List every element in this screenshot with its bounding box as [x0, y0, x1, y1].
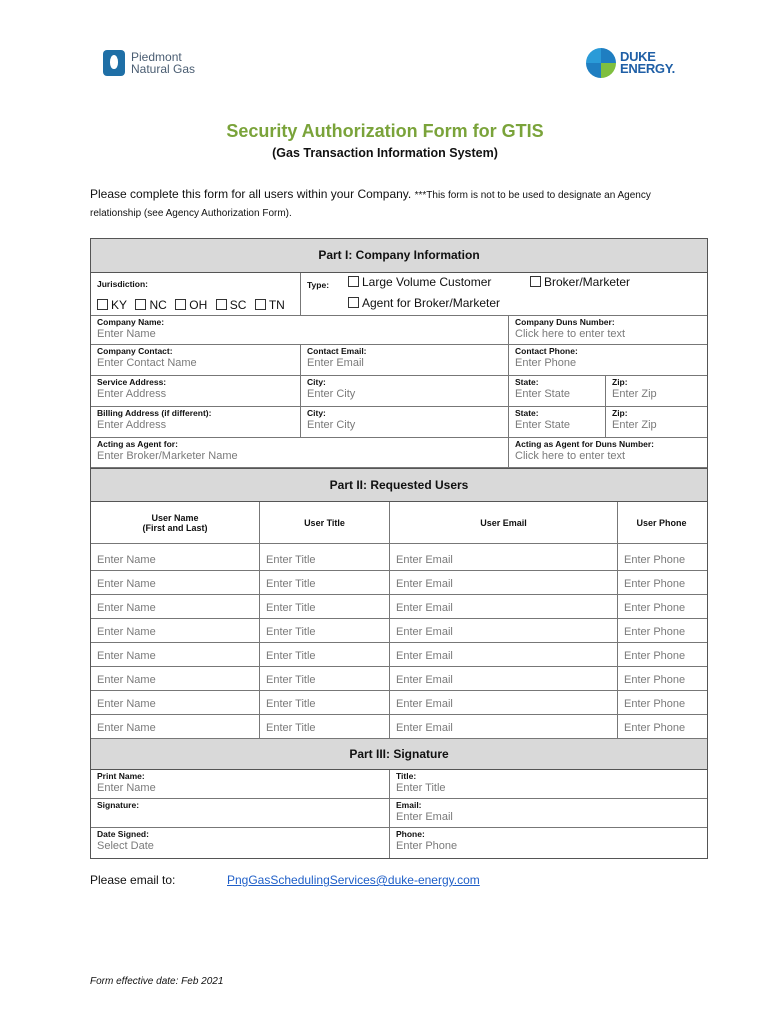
user-title-input[interactable]: Enter Title — [260, 595, 390, 618]
contact-phone-cell — [509, 345, 705, 375]
col-user-email: User Email — [390, 502, 618, 543]
checkbox-large-volume[interactable] — [348, 275, 491, 289]
table-row — [91, 595, 707, 619]
checkbox-icon — [348, 297, 359, 308]
user-phone-input[interactable]: Enter Phone — [624, 698, 686, 710]
service-city-cell — [301, 376, 509, 406]
agent-broker-label: Agent for Broker/Marketer — [362, 296, 501, 310]
user-title-input[interactable]: Enter Title — [260, 643, 390, 666]
form-title: Security Authorization Form for GTIS — [226, 121, 544, 141]
broker-marketer-label: Broker/Marketer — [544, 275, 631, 289]
signer-title-label: Title: — [396, 771, 417, 781]
signer-email-input[interactable]: Enter Email — [396, 811, 453, 823]
billing-address-label: Billing Address (if different): — [97, 408, 212, 418]
checkbox-icon — [175, 299, 186, 310]
user-title-input[interactable]: Enter Title — [260, 691, 390, 714]
user-title-input[interactable]: Enter Title — [260, 544, 390, 570]
service-state-cell — [509, 376, 606, 406]
duke-globe-icon — [586, 48, 616, 78]
checkbox-nc[interactable] — [135, 298, 166, 312]
company-name-label: Company Name: — [97, 317, 165, 327]
user-name-input[interactable]: Enter Name — [91, 571, 260, 594]
contact-label: Company Contact: — [97, 346, 173, 356]
contact-email-cell — [301, 345, 509, 375]
user-phone-input[interactable]: Enter Phone — [624, 674, 686, 686]
intro-text — [90, 186, 700, 222]
service-zip-label: Zip: — [612, 377, 628, 387]
billing-city-label: City: — [307, 408, 326, 418]
type-cell — [301, 273, 705, 315]
user-phone-input[interactable]: Enter Phone — [624, 722, 686, 734]
agent-cell — [91, 438, 509, 467]
service-city-input[interactable]: Enter City — [307, 388, 356, 400]
agent-input[interactable]: Enter Broker/Marketer Name — [97, 450, 238, 462]
duke-energy-logo — [586, 48, 675, 78]
agent-label: Acting as Agent for: — [97, 439, 178, 449]
jurisdiction-options — [97, 296, 294, 314]
user-email-input[interactable]: Enter Email — [390, 619, 618, 642]
col-user-title: User Title — [260, 502, 390, 543]
user-phone-input[interactable]: Enter Phone — [624, 578, 686, 590]
contact-email-label: Contact Email: — [307, 346, 367, 356]
billing-zip-input[interactable]: Enter Zip — [612, 419, 657, 431]
contact-phone-input[interactable]: Enter Phone — [515, 357, 577, 369]
service-state-label: State: — [515, 377, 539, 387]
user-name-input[interactable]: Enter Name — [91, 595, 260, 618]
checkbox-icon — [97, 299, 108, 310]
agent-duns-cell — [509, 438, 705, 467]
authorization-form-table — [90, 238, 708, 859]
billing-address-cell — [91, 407, 301, 437]
date-signed-input[interactable]: Select Date — [97, 840, 154, 852]
checkbox-sc-label: SC — [229, 298, 247, 312]
user-name-input[interactable]: Enter Name — [91, 544, 260, 570]
checkbox-tn[interactable] — [255, 298, 285, 312]
print-name-cell — [91, 770, 390, 798]
part3-heading: Part III: Signature — [91, 739, 707, 770]
billing-city-cell — [301, 407, 509, 437]
date-signed-cell — [91, 828, 390, 858]
billing-city-input[interactable]: Enter City — [307, 419, 356, 431]
signer-email-label: Email: — [396, 800, 422, 810]
signer-email-cell — [390, 799, 705, 827]
user-email-input[interactable]: Enter Email — [390, 667, 618, 690]
signature-label: Signature: — [97, 800, 140, 810]
billing-state-cell — [509, 407, 606, 437]
duns-label: Company Duns Number: — [515, 317, 615, 327]
email-link[interactable]: PngGasSchedulingServices@duke-energy.com — [227, 873, 480, 887]
service-zip-input[interactable]: Enter Zip — [612, 388, 657, 400]
user-phone-input[interactable]: Enter Phone — [624, 626, 686, 638]
user-rows — [91, 544, 707, 739]
form-subtitle: (Gas Transaction Information System) — [272, 146, 498, 160]
checkbox-icon — [348, 276, 359, 287]
table-row — [91, 571, 707, 595]
flame-icon — [103, 50, 125, 76]
checkbox-ky-label: KY — [111, 298, 128, 312]
duke-line-2: ENERGY. — [620, 61, 675, 76]
table-row — [91, 667, 707, 691]
signer-phone-label: Phone: — [396, 829, 425, 839]
user-title-input[interactable]: Enter Title — [260, 667, 390, 690]
intro-note: ***This form is not to be used to designate an Agency relationship (see Agency Authorization Form). — [90, 190, 651, 219]
contact-cell — [91, 345, 301, 375]
user-name-input[interactable]: Enter Name — [91, 715, 260, 738]
agent-duns-label: Acting as Agent for Duns Number: — [515, 439, 654, 449]
duke-line-1: DUKE — [620, 49, 656, 64]
col-user-phone: User Phone — [636, 517, 687, 528]
piedmont-logo-text — [131, 51, 195, 75]
billing-zip-label: Zip: — [612, 408, 628, 418]
service-zip-cell — [606, 376, 705, 406]
checkbox-sc[interactable] — [216, 298, 247, 312]
part2-heading: Part II: Requested Users — [91, 468, 707, 502]
piedmont-logo — [103, 50, 195, 76]
company-name-cell — [91, 316, 509, 344]
duns-input[interactable]: Click here to enter text — [515, 328, 626, 340]
company-name-input[interactable]: Enter Name — [97, 328, 156, 340]
duns-cell — [509, 316, 705, 344]
billing-address-input[interactable]: Enter Address — [97, 419, 167, 431]
logo-line-2: Natural Gas — [131, 62, 196, 76]
checkbox-icon — [530, 276, 541, 287]
user-email-input[interactable]: Enter Email — [390, 691, 618, 714]
col-user-name-line1: User Name — [151, 512, 199, 523]
user-email-input[interactable]: Enter Email — [390, 595, 618, 618]
jurisdiction-cell — [91, 273, 301, 315]
user-name-input[interactable]: Enter Name — [91, 691, 260, 714]
user-name-input[interactable]: Enter Name — [91, 619, 260, 642]
checkbox-nc-label: NC — [149, 298, 167, 312]
logo-line-1: Piedmont — [131, 50, 182, 64]
user-phone-input[interactable]: Enter Phone — [624, 554, 686, 566]
duke-logo-text — [620, 51, 675, 75]
table-row — [91, 643, 707, 667]
contact-phone-label: Contact Phone: — [515, 346, 578, 356]
print-name-label: Print Name: — [97, 771, 145, 781]
checkbox-icon — [216, 299, 227, 310]
user-title-input[interactable]: Enter Title — [260, 619, 390, 642]
contact-email-input[interactable]: Enter Email — [307, 357, 364, 369]
service-address-input[interactable]: Enter Address — [97, 388, 167, 400]
jurisdiction-label: Jurisdiction: — [97, 279, 149, 289]
checkbox-icon — [135, 299, 146, 310]
col-user-name — [91, 502, 260, 543]
table-row — [91, 619, 707, 643]
user-email-input[interactable]: Enter Email — [390, 544, 618, 570]
form-effective-date: Form effective date: Feb 2021 — [90, 976, 224, 987]
signer-phone-input[interactable]: Enter Phone — [396, 840, 458, 852]
checkbox-broker-marketer[interactable] — [530, 275, 630, 289]
user-email-input[interactable]: Enter Email — [390, 571, 618, 594]
service-address-label: Service Address: — [97, 377, 167, 387]
print-name-input[interactable]: Enter Name — [97, 782, 156, 794]
signer-title-cell — [390, 770, 705, 798]
user-email-input[interactable]: Enter Email — [390, 715, 618, 738]
signer-phone-cell — [390, 828, 705, 858]
user-phone-input[interactable]: Enter Phone — [624, 602, 686, 614]
billing-zip-cell — [606, 407, 705, 437]
user-phone-input[interactable]: Enter Phone — [624, 650, 686, 662]
user-title-input[interactable]: Enter Title — [260, 715, 390, 738]
checkbox-agent-broker[interactable] — [348, 296, 500, 310]
checkbox-ky[interactable] — [97, 298, 127, 312]
checkbox-tn-label: TN — [268, 298, 285, 312]
table-row — [91, 715, 707, 739]
checkbox-oh[interactable] — [175, 298, 207, 312]
user-name-input[interactable]: Enter Name — [91, 643, 260, 666]
checkbox-oh-label: OH — [189, 298, 208, 312]
billing-state-label: State: — [515, 408, 539, 418]
col-user-name-line2: (First and Last) — [142, 522, 208, 533]
intro-main: Please complete this form for all users within your Company. — [90, 187, 412, 201]
email-to-label: Please email to: — [90, 873, 176, 887]
service-address-cell — [91, 376, 301, 406]
large-volume-label: Large Volume Customer — [362, 275, 492, 289]
part1-heading: Part I: Company Information — [91, 239, 707, 273]
billing-state-input[interactable]: Enter State — [515, 419, 571, 431]
type-label: Type: — [307, 280, 330, 290]
checkbox-icon — [255, 299, 266, 310]
service-state-input[interactable]: Enter State — [515, 388, 571, 400]
signature-cell[interactable] — [91, 799, 390, 827]
contact-input[interactable]: Enter Contact Name — [97, 357, 197, 369]
user-name-input[interactable]: Enter Name — [91, 667, 260, 690]
table-row — [91, 691, 707, 715]
date-signed-label: Date Signed: — [97, 829, 149, 839]
user-email-input[interactable]: Enter Email — [390, 643, 618, 666]
user-title-input[interactable]: Enter Title — [260, 571, 390, 594]
table-row — [91, 544, 707, 571]
signer-title-input[interactable]: Enter Title — [396, 782, 446, 794]
service-city-label: City: — [307, 377, 326, 387]
agent-duns-input[interactable]: Click here to enter text — [515, 450, 626, 462]
